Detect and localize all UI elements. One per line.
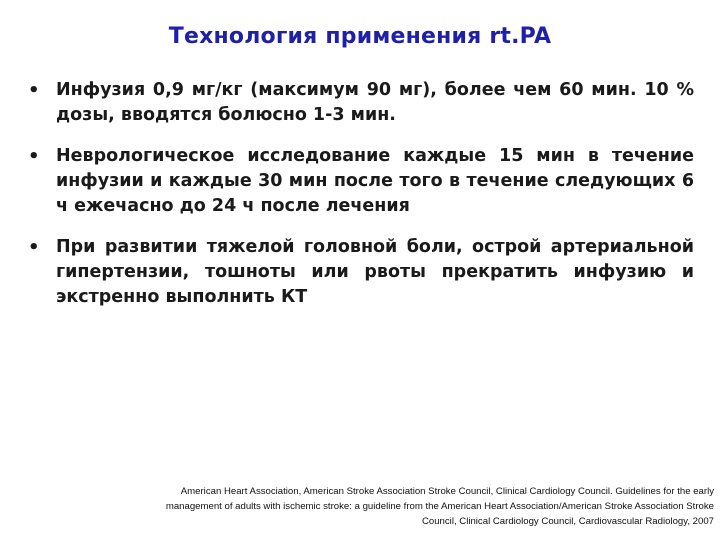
bullet-text: Неврологическое исследование каждые 15 мин в течение инфузии и каждые 30 мин после того в течение следующих 6 ч ежечасно до 24 ч после лечения bbox=[56, 146, 694, 216]
bullet-item bbox=[24, 144, 694, 219]
bullet-item bbox=[24, 78, 694, 128]
bullet-text: При развитии тяжелой головной боли, острой артериальной гипертензии, тошноты или рвоты прекратить инфузию и экстренно выполнить КТ bbox=[56, 237, 694, 307]
bullet-list bbox=[24, 78, 694, 326]
bullet-text: Инфузия 0,9 мг/кг (максимум 90 мг), более чем 60 мин. 10 % дозы, вводятся болюсно 1-3 мин. bbox=[56, 80, 694, 125]
slide-title: Технология применения rt.PA bbox=[168, 24, 552, 49]
reference-citation bbox=[114, 484, 714, 529]
reference-line: Council, Clinical Cardiology Council, Cardiovascular Radiology, 2007 bbox=[421, 516, 714, 527]
reference-line: American Heart Association, American Stroke Association Stroke Council, Clinical Cardiology Council. Guidelines for the early bbox=[180, 486, 714, 497]
bullet-icon: • bbox=[28, 146, 40, 167]
reference-line: management of adults with ischemic stroke: a guideline from the American Heart Association/American Stroke Association Stroke bbox=[165, 501, 714, 512]
bullet-icon: • bbox=[28, 80, 40, 101]
bullet-item bbox=[24, 235, 694, 310]
bullet-icon: • bbox=[28, 237, 40, 258]
